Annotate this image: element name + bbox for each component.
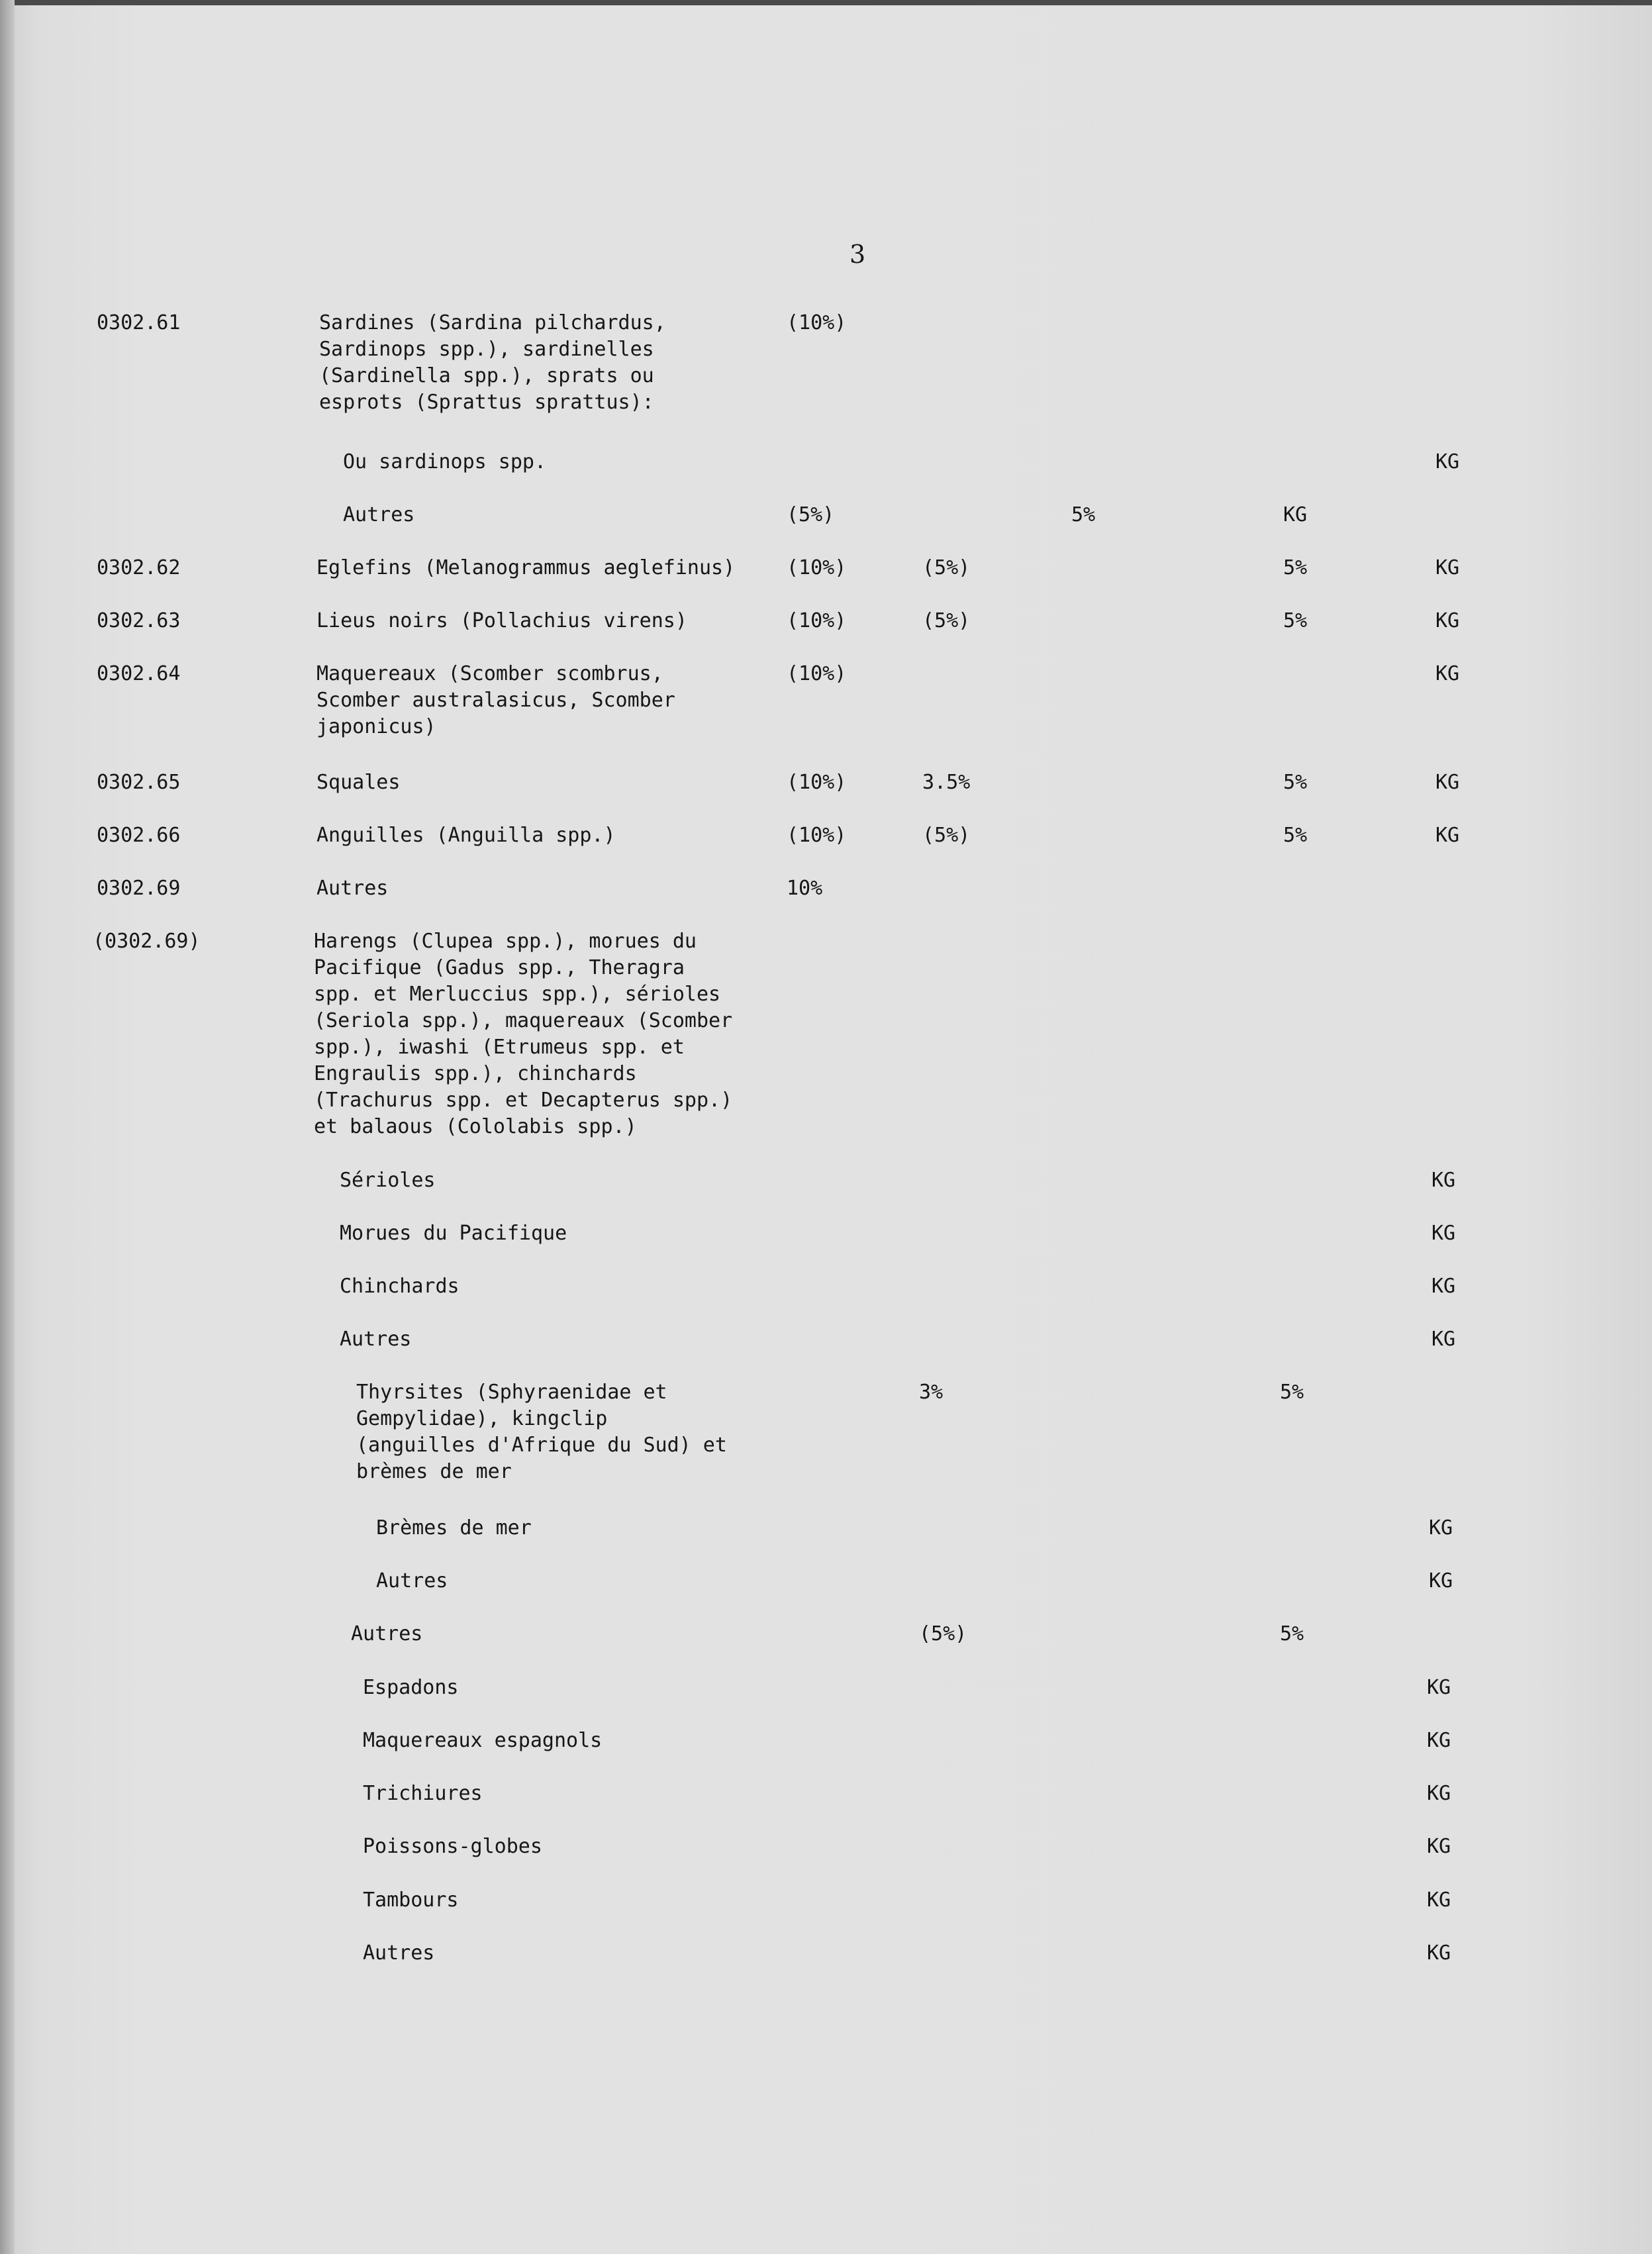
item-description: Sérioles [340, 1169, 436, 1192]
rate-column-3: 5% [1283, 556, 1308, 579]
rate-column-2: (5%) [922, 824, 971, 847]
item-description: Autres [316, 877, 389, 900]
rate-column-2: (5%) [919, 1622, 967, 1645]
tariff-code: 0302.66 [97, 824, 181, 847]
unit-of-measure: KG [1432, 1275, 1456, 1298]
unit-of-measure: KG [1435, 556, 1460, 579]
rate-column-3: 5% [1280, 1622, 1304, 1645]
rate-column-1: 10% [787, 877, 823, 900]
unit-of-measure: KG [1432, 1169, 1456, 1192]
scan-top-border [0, 0, 1652, 5]
unit-of-measure: KG [1435, 662, 1460, 685]
unit-of-measure: KG [1435, 771, 1460, 794]
item-description: Sardines (Sardina pilchardus, Sardinops spp.), sardinelles (Sardinella spp.), sprats ou esprots (Sprattus sprattus): [319, 311, 666, 414]
unit-of-measure: KG [1427, 1729, 1451, 1752]
rate-column-1: (5%) [787, 503, 835, 526]
page-number: 3 [850, 240, 866, 269]
tariff-code: 0302.61 [97, 311, 181, 334]
item-description: Eglefins (Melanogrammus aeglefinus) [316, 556, 736, 579]
unit-of-measure: KG [1283, 503, 1308, 526]
rate-column-2: (5%) [922, 556, 971, 579]
unit-of-measure: KG [1429, 1516, 1453, 1540]
item-description: Squales [316, 771, 401, 794]
rate-column-1: (10%) [787, 662, 847, 685]
rate-column-2: 3% [919, 1381, 944, 1404]
item-description: Maquereaux espagnols [363, 1729, 603, 1752]
tariff-code: (0302.69) [93, 930, 201, 953]
tariff-code: 0302.63 [97, 609, 181, 632]
rate-column-2: 3.5% [922, 771, 971, 794]
unit-of-measure: KG [1435, 824, 1460, 847]
item-description: Autres [376, 1569, 448, 1592]
rate-column-1: (10%) [787, 556, 847, 579]
rate-column-3: 5% [1280, 1381, 1304, 1404]
tariff-code: 0302.64 [97, 662, 181, 685]
item-description: Lieus noirs (Pollachius virens) [316, 609, 687, 632]
item-description: Morues du Pacifique [340, 1222, 567, 1245]
show-through-text [861, 311, 1460, 1900]
unit-of-measure: KG [1435, 609, 1460, 632]
item-description: Espadons [363, 1676, 459, 1699]
item-description: Poissons-globes [363, 1835, 542, 1858]
unit-of-measure: KG [1427, 1835, 1451, 1858]
rate-column-3: 5% [1071, 503, 1096, 526]
unit-of-measure: KG [1432, 1328, 1456, 1351]
rate-column-1: (10%) [787, 311, 847, 334]
item-description: Maquereaux (Scomber scombrus, Scomber australasicus, Scomber japonicus) [316, 662, 675, 738]
item-description: Autres [351, 1622, 423, 1645]
item-description: Autres [363, 1941, 435, 1965]
rate-column-2: (5%) [922, 609, 971, 632]
item-description: Thyrsites (Sphyraenidae et Gempylidae), kingclip (anguilles d'Afrique du Sud) et brèmes de mer [356, 1381, 727, 1483]
rate-column-1: (10%) [787, 609, 847, 632]
unit-of-measure: KG [1429, 1569, 1453, 1592]
rate-column-1: (10%) [787, 771, 847, 794]
rate-column-1: (10%) [787, 824, 847, 847]
item-description: Autres [340, 1328, 412, 1351]
item-description: Tambours [363, 1888, 459, 1912]
unit-of-measure: KG [1427, 1941, 1451, 1965]
unit-of-measure: KG [1427, 1782, 1451, 1805]
rate-column-3: 5% [1283, 609, 1308, 632]
item-description: Trichiures [363, 1782, 483, 1805]
item-description: Ou sardinops spp. [343, 450, 547, 473]
item-description: Chinchards [340, 1275, 460, 1298]
item-description: Anguilles (Anguilla spp.) [316, 824, 616, 847]
unit-of-measure: KG [1427, 1676, 1451, 1699]
rate-column-3: 5% [1283, 824, 1308, 847]
item-description: Autres [343, 503, 415, 526]
tariff-code: 0302.62 [97, 556, 181, 579]
tariff-code: 0302.69 [97, 877, 181, 900]
tariff-code: 0302.65 [97, 771, 181, 794]
unit-of-measure: KG [1432, 1222, 1456, 1245]
scan-left-edge [0, 0, 15, 2254]
unit-of-measure: KG [1435, 450, 1460, 473]
item-description: Brèmes de mer [376, 1516, 532, 1540]
item-description: Harengs (Clupea spp.), morues du Pacifique (Gadus spp., Theragra spp. et Merluccius spp.), sérioles (Seriola spp.), maquereaux (Scomber spp.), iwashi (Etrumeus spp. et Engraulis spp.), chinchards (Trachurus spp. et Decapterus spp.) et balaous (Cololabis spp.) [314, 930, 733, 1138]
rate-column-3: 5% [1283, 771, 1308, 794]
unit-of-measure: KG [1427, 1888, 1451, 1912]
